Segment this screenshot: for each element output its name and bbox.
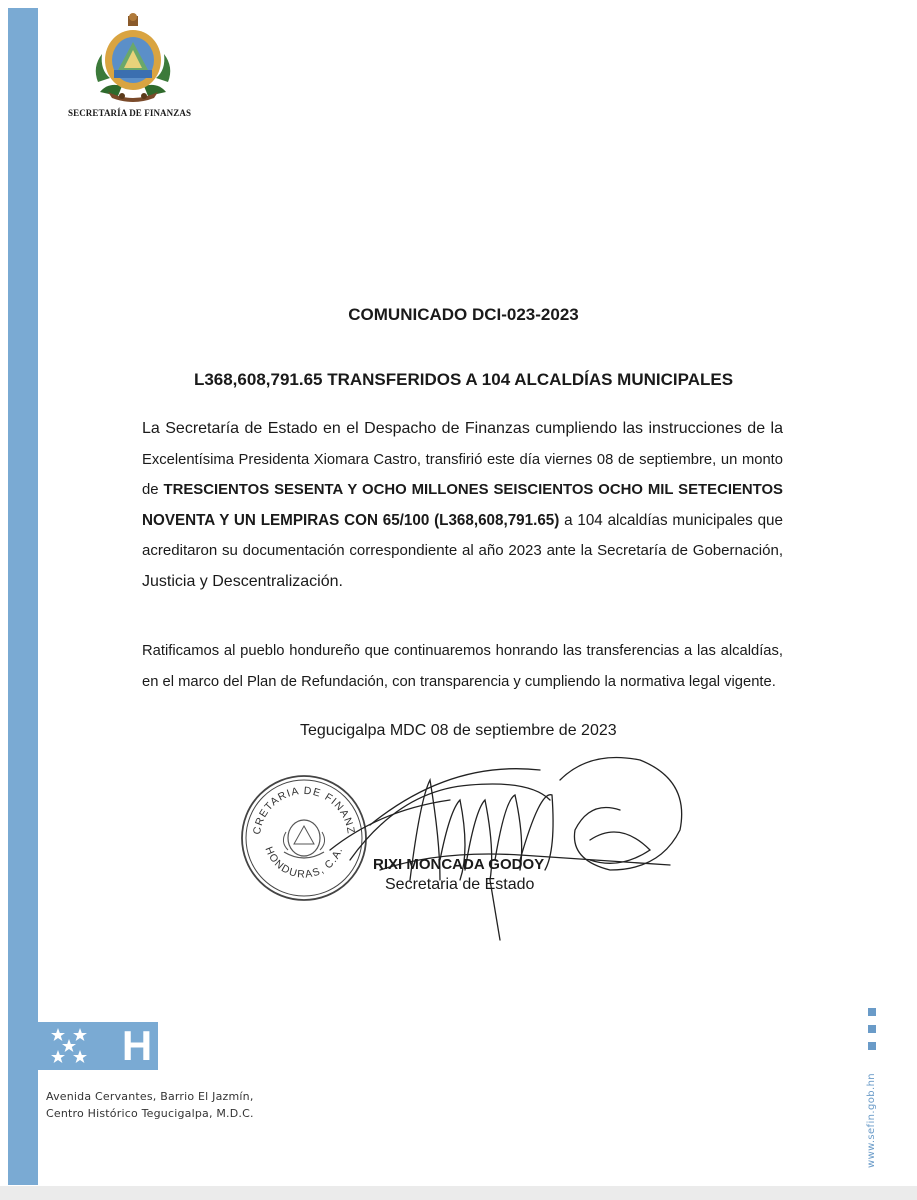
paragraph-line: Excelentísima Presidenta Xiomara Castro, transfirió este día viernes 08 de septiembre, un monto (142, 451, 783, 468)
five-stars-icon (50, 1026, 120, 1066)
decorative-squares (868, 1008, 880, 1048)
address-line: Centro Histórico Tegucigalpa, M.D.C. (46, 1107, 254, 1120)
paragraph-line: acreditaron su documentación correspondiente al año 2023 ante la Secretaría de Gobernación, (142, 542, 783, 559)
seal-text-top: CRETARIA DE FINANZ (251, 784, 357, 836)
coat-of-arms-icon (88, 12, 178, 104)
seal-text-bottom: HONDURAS, C.A. (262, 844, 346, 881)
amount-in-words-cont: NOVENTA Y UN LEMPIRAS CON 65/100 (L368,608,791.65) (142, 511, 560, 529)
signer-name: RIXI MONCADA GODOY (373, 856, 545, 873)
page-edge (0, 1186, 917, 1200)
paragraph-line: en el marco del Plan de Refundación, con transparencia y cumpliendo la normativa legal vigente. (142, 673, 776, 690)
signer-role: Secretaria de Estado (385, 876, 535, 893)
paragraph-line (142, 506, 783, 537)
amount-in-words: TRESCIENTOS SESENTA Y OCHO MILLONES SEISCIENTOS OCHO MIL SETECIENTOS (163, 482, 783, 498)
handwritten-signature (290, 740, 710, 960)
h-brand-mark: H (121, 1022, 153, 1069)
paragraph-line: La Secretaría de Estado en el Despacho de Finanzas cumpliendo las instrucciones de la (142, 420, 783, 437)
paragraph-2 (142, 636, 783, 697)
document-title: COMUNICADO DCI-023-2023 (348, 305, 579, 324)
left-accent-bar (8, 8, 38, 1185)
paragraph-line: Justicia y Descentralización. (142, 572, 343, 590)
paragraph-line: Ratificamos al pueblo hondureño que continuaremos honrando las transferencias a las alcaldías, (142, 643, 783, 659)
ministry-name: SECRETARÍA DE FINANZAS (68, 108, 192, 118)
paragraph-1 (142, 414, 783, 597)
text-fragment: de (142, 482, 164, 498)
website-url: www.sefin.gob.hn (866, 1072, 877, 1168)
footer-address (46, 1088, 254, 1122)
text-fragment: a 104 alcaldías municipales que (559, 511, 783, 529)
document-subtitle: L368,608,791.65 TRANSFERIDOS A 104 ALCALDÍAS MUNICIPALES (193, 370, 734, 389)
document-date: Tegucigalpa MDC 08 de septiembre de 2023 (300, 722, 617, 739)
paragraph-line (142, 475, 783, 506)
address-line: Avenida Cervantes, Barrio El Jazmín, (46, 1090, 254, 1103)
